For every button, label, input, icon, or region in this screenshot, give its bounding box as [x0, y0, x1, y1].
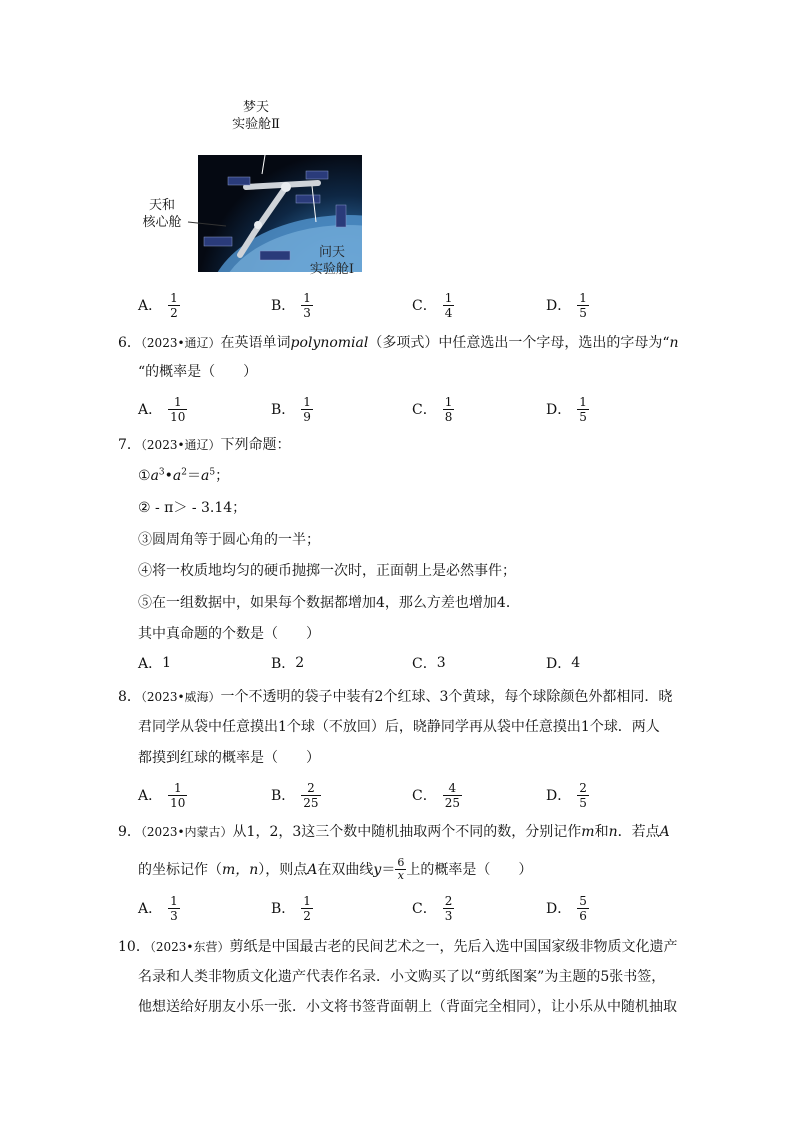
q7-item-1: $①a^3•a^2=a^5$； [138, 467, 230, 484]
question-text: 一个不透明的袋子中装有2个红球、3个黄球，每个球除颜色外都相同．晓 [220, 689, 673, 705]
q8-option-b[interactable]: B． $\frac{2}{25}$ [271, 780, 319, 810]
fraction: $\frac{1}{3}$ [170, 893, 178, 923]
question-text: 在英语单词 [220, 335, 291, 351]
fraction: $\frac{4}{25}$ [444, 780, 460, 810]
fraction [577, 395, 589, 424]
q6-option-a[interactable] [138, 392, 187, 426]
fraction [443, 291, 455, 320]
question-number: 7． [118, 437, 141, 453]
numerator: 1 [303, 394, 311, 409]
q9-option-a[interactable]: A． $\frac{1}{3}$ [138, 893, 178, 923]
q8-option-a[interactable]: A． $\frac{1}{10}$ [138, 780, 186, 810]
question-source: （2023•东营） [149, 940, 230, 954]
numerator: 1 [444, 290, 453, 305]
question-number: 6． [118, 335, 141, 351]
q8-line2: 君同学从袋中任意摸出1个球（不放回）后，晓静同学再从袋中任意摸出1个球．两人 [138, 719, 660, 735]
question-text: 下列命题： [220, 437, 291, 453]
q8-line3: 都摸到红球的概率是（ ） [138, 750, 320, 766]
italic-word: polynomial [290, 335, 369, 351]
q9-option-b[interactable]: B． $\frac{1}{2}$ [271, 893, 311, 923]
denominator: 2 [170, 305, 178, 320]
question-number: 10． [118, 939, 150, 955]
fraction: $\frac{5}{6}$ [579, 893, 587, 923]
question-text: “的概率是（ ） [138, 364, 258, 380]
q8-option-d[interactable]: D． $\frac{2}{5}$ [546, 780, 587, 810]
q6-stem [118, 333, 679, 353]
q6-option-c[interactable] [412, 392, 454, 426]
q8-options [138, 778, 658, 812]
q6-options [138, 392, 658, 426]
italic-letter: n [669, 335, 679, 351]
q7-item-4: ④将一枚质地均匀的硬币抛掷一次时，正面朝上是必然事件； [138, 563, 516, 579]
q7-item-2: ② ‑ π＞ ‑ 3.14； [138, 500, 247, 516]
option-letter: D． [546, 298, 572, 314]
question-text: （多项式）中任意选出一个字母，选出的字母为“ [368, 335, 670, 351]
question-number: 8． [118, 689, 141, 705]
fraction: $\frac{1}{10}$ [170, 780, 186, 810]
q7-item-3: ③圆周角等于圆心角的一半； [138, 532, 320, 548]
label-mengtian: 梦天 实验舱Ⅱ [232, 100, 280, 132]
fraction: $\frac{6}{x}$ [397, 856, 405, 882]
q7-option-c[interactable]: C． 3 [412, 655, 446, 672]
denominator: 5 [579, 409, 587, 424]
q7-option-a[interactable]: A． 1 [138, 655, 172, 672]
q9-option-d[interactable]: D． $\frac{5}{6}$ [546, 893, 587, 923]
denominator: 4 [444, 305, 453, 320]
q9-stem: 9．（2023•内蒙古）从1，2，3这三个数中随机抽取两个不同的数，分别记作m和n．若点A [118, 824, 670, 840]
fraction: $\frac{2}{5}$ [579, 780, 587, 810]
q7-item-5: ⑤在一组数据中，如果每个数据都增加4，那么方差也增加4． [138, 595, 520, 611]
label-tianhe: 天和 核心舱 [142, 198, 182, 230]
question-source: （2023•威海） [140, 690, 221, 704]
option-letter: C． [412, 402, 437, 418]
question-source: （2023•通辽） [140, 438, 221, 452]
q7-options [138, 646, 658, 680]
question-source: （2023•通辽） [140, 336, 221, 350]
numerator: 1 [444, 394, 453, 409]
numerator: 1 [303, 290, 311, 305]
fraction [443, 395, 455, 424]
option-letter: D． [546, 402, 572, 418]
numerator: 1 [170, 290, 178, 305]
denominator: 10 [170, 409, 186, 424]
fraction [577, 291, 589, 320]
q9-options [138, 891, 658, 925]
denominator: 5 [579, 305, 587, 320]
numerator: 1 [173, 394, 182, 409]
fraction [301, 291, 313, 320]
question-source: （2023•内蒙古） [140, 825, 233, 839]
fraction: $\frac{1}{2}$ [303, 893, 311, 923]
fraction [301, 395, 313, 424]
q6-option-b[interactable] [271, 392, 313, 426]
q10-stem: 10．（2023•东营）剪纸是中国最古老的民间艺术之一，先后入选中国国家级非物质文化遗产 [118, 939, 678, 955]
fraction [168, 395, 187, 424]
option-letter: B． [271, 402, 296, 418]
q7-question: 其中真命题的个数是（ ） [138, 626, 320, 642]
q8-stem [118, 687, 672, 707]
q5-option-b[interactable] [271, 288, 313, 322]
figure-arrows [180, 130, 340, 240]
q8-option-c[interactable]: C． $\frac{4}{25}$ [412, 780, 460, 810]
option-letter: A． [138, 298, 163, 314]
q5-options [138, 288, 658, 322]
denominator: 3 [303, 305, 311, 320]
numerator: 1 [579, 394, 587, 409]
q7-option-b[interactable]: B． 2 [271, 655, 305, 672]
q5-option-d[interactable] [546, 288, 589, 322]
q5-option-c[interactable] [412, 288, 454, 322]
denominator: 9 [303, 409, 311, 424]
q9-option-c[interactable]: C． $\frac{2}{3}$ [412, 893, 453, 923]
question-number: 9． [118, 824, 141, 840]
option-letter: C． [412, 298, 437, 314]
fraction: $\frac{2}{25}$ [303, 780, 319, 810]
numerator: 1 [579, 290, 587, 305]
q10-line2: 名录和人类非物质文化遗产代表作名录．小文购买了以“剪纸图案”为主题的5张书签， [138, 969, 666, 985]
q10-line3: 他想送给好朋友小乐一张．小文将书签背面朝上（背面完全相同），让小乐从中随机抽取 [138, 999, 677, 1015]
fraction [168, 291, 180, 320]
denominator: 8 [444, 409, 453, 424]
fraction: $\frac{2}{3}$ [444, 893, 453, 923]
q7-stem [118, 435, 291, 455]
q6-option-d[interactable] [546, 392, 589, 426]
q7-option-d[interactable]: D． 4 [546, 655, 581, 672]
option-letter: B． [271, 298, 296, 314]
label-wentian: 问天 实验舱Ⅰ [309, 245, 355, 277]
q6-line2 [138, 362, 257, 382]
q9-line2: 的坐标记作（ m，n ），则点 A 在双曲线 y ＝ $\frac{6}{x}$ 上的概率是（ ） [138, 856, 533, 882]
q5-option-a[interactable] [138, 288, 180, 322]
option-letter: A． [138, 402, 163, 418]
